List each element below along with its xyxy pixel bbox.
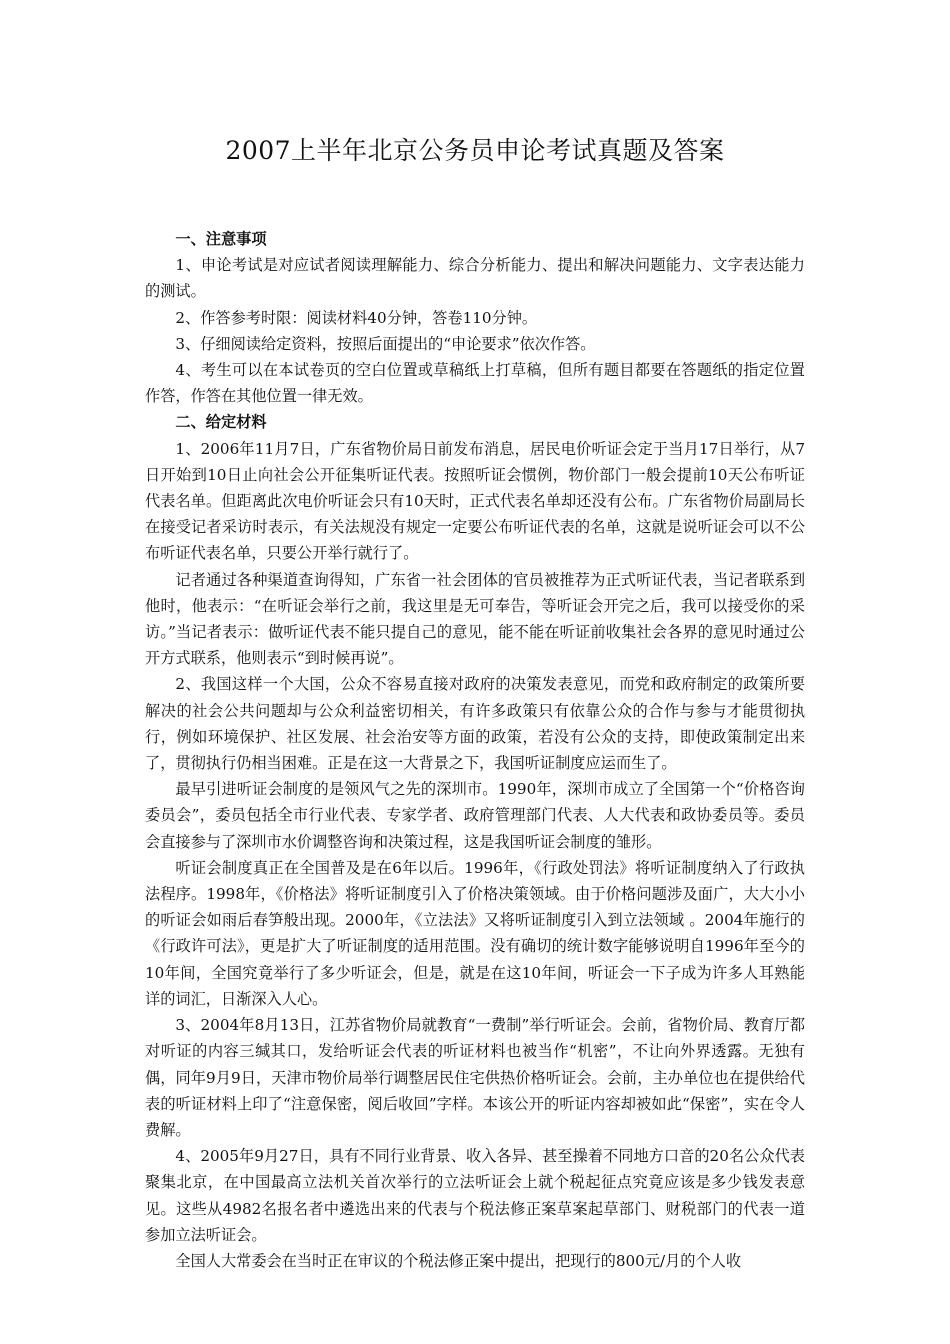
paragraph: 记者通过各种渠道查询得知，广东省一社会团体的官员被推荐为正式听证代表，当记者联系到他时，他表示：“在听证会举行之前，我这里是无可奉告，等听证会开完之后，我可以接受你的采访。”当记者表示：做听证代表不能只提自己的意见，能不能在听证前收集社会各界的意见时通过公开方式联系，他则表示“到时候再说”。 (145, 570, 805, 668)
paragraph: 1、申论考试是对应试者阅读理解能力、综合分析能力、提出和解决问题能力、文字表达能力的测试。 (145, 256, 805, 301)
paragraph: 4、考生可以在本试卷页的空白位置或草稿纸上打草稿，但所有题目都要在答题纸的指定位置作答，作答在其他位置一律无效。 (145, 361, 805, 406)
paragraph: 1、2006年11月7日，广东省物价局日前发布消息，居民电价听证会定于当月17日举行，从7日开始到10日止向社会公开征集听证代表。按照听证会惯例，物价部门一般会提前10天公布听证代表名单。但距离此次电价听证会只有10天时，正式代表名单却还没有公布。广东省物价局副局长在接受记者采访时表示，有关法规没有规定一定要公布听证代表的名单，这就是说听证会可以不公布听证代表名单，只要公开举行就行了。 (145, 439, 805, 563)
paragraph: 听证会制度真正在全国普及是在6年以后。1996年，《行政处罚法》将听证制度纳入了行政执法程序。1998年，《价格法》将听证制度引入了价格决策领域。由于价格问题涉及面广，大大小小的听证会如雨后春笋般出现。2000年，《立法法》又将听证制度引入到立法领域 。2004年施行的《行政许可法》，更是扩大了听证制度的适用范围。没有确切的统计数字能够说明自1996年至今的10年间，全国究竟举行了多少听证会，但是，就是在这10年间，听证会一下子成为许多人耳熟能详的词汇，日渐深入人心。 (145, 858, 805, 1008)
document-body (145, 226, 805, 1274)
paragraph: 3、仔细阅读给定资料，按照后面提出的“申论要求”依次作答。 (175, 334, 596, 353)
paragraph: 最早引进听证会制度的是领风气之先的深圳市。1990年，深圳市成立了全国第一个“价格咨询委员会”，委员包括全市行业代表、专家学者、政府管理部门代表、人大代表和政协委员等。委员会直接参与了深圳市水价调整咨询和决策过程，这是我国听证会制度的雏形。 (145, 780, 805, 851)
paragraph: 全国人大常委会在当时正在审议的个税法修正案中提出，把现行的800元/月的个人收 (175, 1251, 742, 1270)
section-heading: 二、给定材料 (175, 413, 267, 432)
paragraph: 3、2004年8月13日，江苏省物价局就教育“一费制”举行听证会。会前，省物价局、教育厅都对听证的内容三缄其口，发给听证会代表的听证材料也被当作“机密”，不让向外界透露。无独有偶，同年9月9日，天津市物价局举行调整居民住宅供热价格听证会。会前，主办单位也在提供给代表的听证材料上印了“注意保密，阅后收回”字样。本该公开的听证内容却被如此“保密”，实在令人费解。 (145, 1016, 805, 1139)
paragraph: 2、我国这样一个大国，公众不容易直接对政府的决策发表意见，而党和政府制定的政策所要解决的社会公共问题却与公众利益密切相关，有许多政策只有依靠公众的合作与参与才能贯彻执行，例如环境保护、社区发展、社会治安等方面的政策，若没有公众的支持，即使政策制定出来了，贯彻执行仍相当困难。正是在这一大背景之下，我国听证制度应运而生了。 (145, 675, 805, 773)
paragraph: 2、作答参考时限：阅读材料40分钟，答卷110分钟。 (175, 308, 538, 327)
document-title: 2007上半年北京公务员申论考试真题及答案 (225, 136, 725, 165)
paragraph: 4、2005年9月27日，具有不同行业背景、收入各异、甚至操着不同地方口音的20名公众代表聚集北京，在中国最高立法机关首次举行的立法听证会上就个税起征点究竟应该是多少钱发表意见。这些从4982名报名者中遴选出来的代表与个税法修正案草案起草部门、财税部门的代表一道参加立法听证会。 (145, 1147, 805, 1244)
section-heading: 一、注意事项 (175, 230, 267, 248)
